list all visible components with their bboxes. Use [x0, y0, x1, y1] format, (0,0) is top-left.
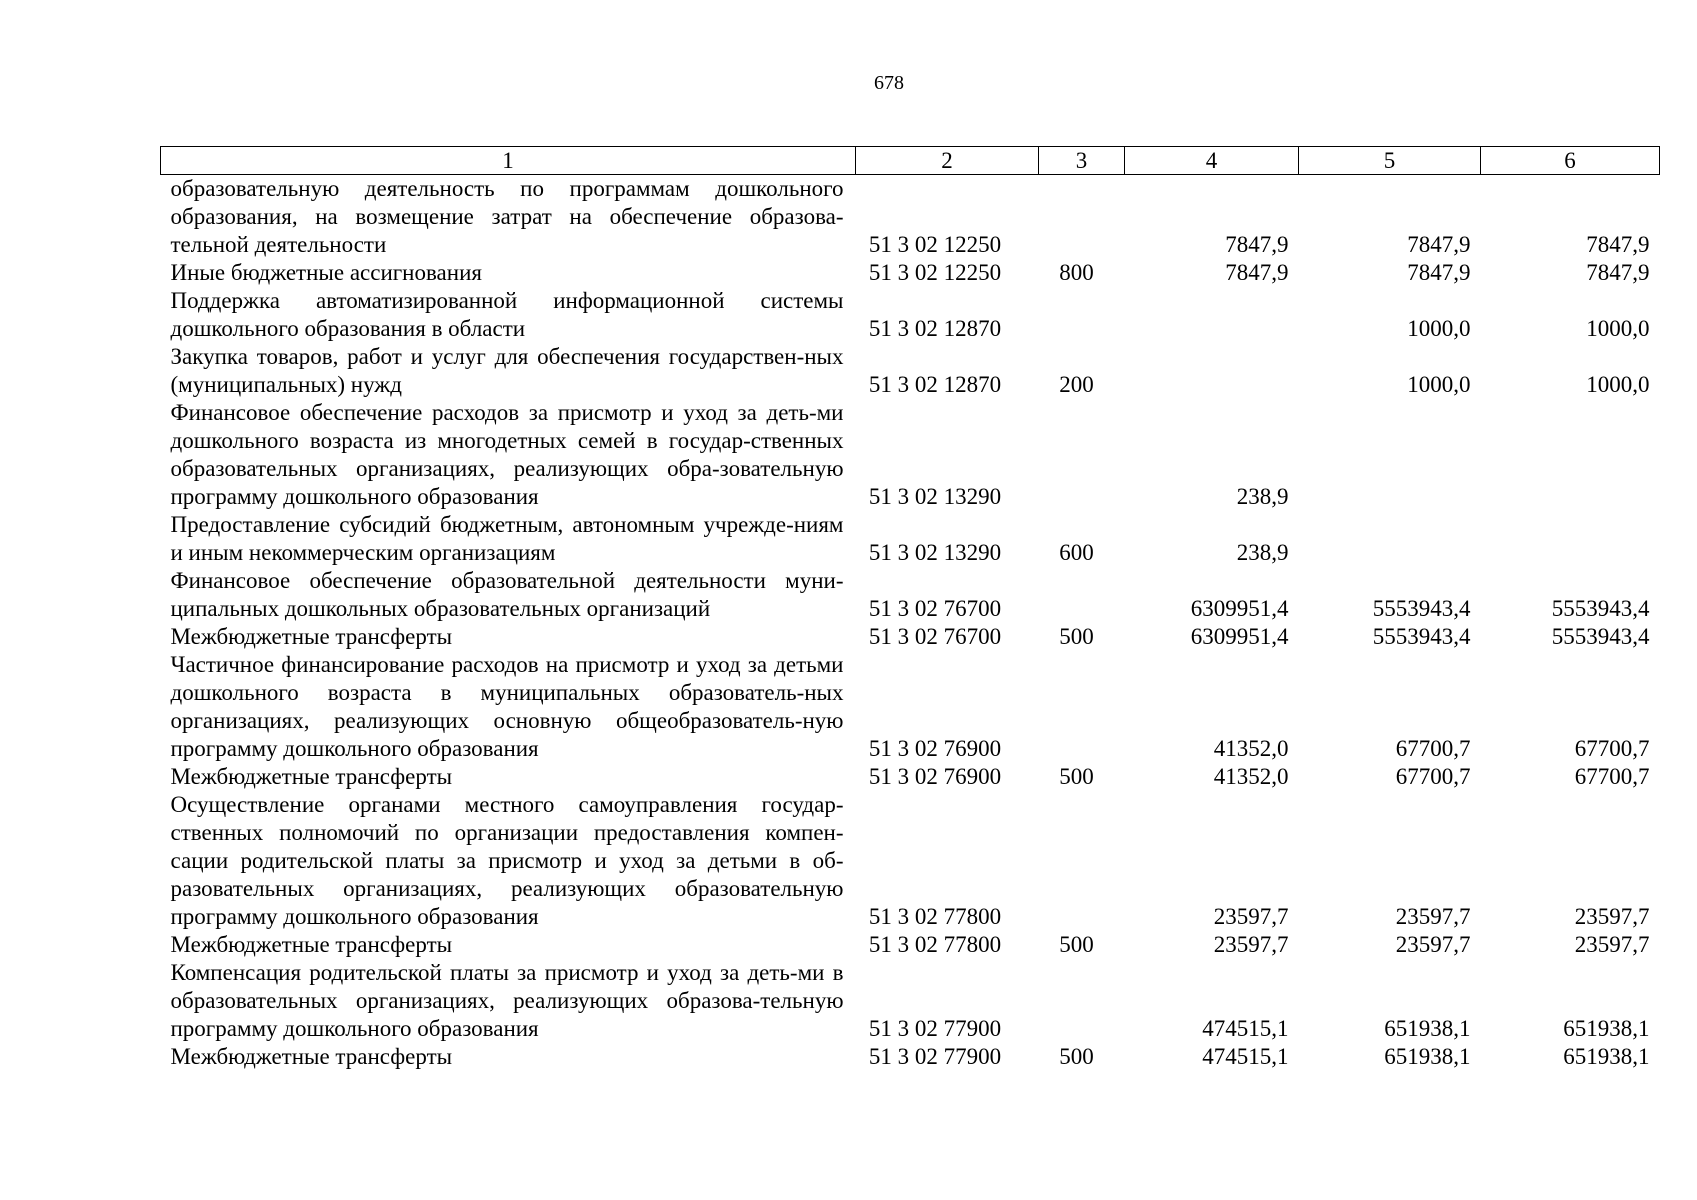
table-row [161, 511, 1660, 567]
amount-cell-col4: 474515,1 [1202, 1044, 1289, 1069]
amount-cell-col5: 67700,7 [1395, 764, 1471, 789]
expense-type-cell [1039, 175, 1125, 260]
expense-type-cell [1039, 399, 1125, 511]
table-row [161, 931, 1660, 959]
amount-cell-col5: 1000,0 [1407, 372, 1471, 397]
expense-name-cell: Осуществление органами местного самоуправления государ-ственных полномочий по организации предоставления компен-сации родительской платы за присмотр и уход за детьми в об-разовательных организациях, реализующих образовательную программу дошкольного образования [170, 792, 844, 929]
column-header: 2 [856, 147, 1039, 175]
amount-cell-col4 [1125, 287, 1299, 343]
amount-cell-col4: 474515,1 [1202, 1016, 1289, 1041]
amount-cell-col5: 1000,0 [1407, 316, 1471, 341]
amount-cell-col5: 23597,7 [1395, 904, 1471, 929]
expense-type-cell: 200 [1059, 372, 1094, 397]
target-article-code-cell: 51 3 02 77800 [868, 904, 1002, 929]
amount-cell-col4: 7847,9 [1225, 232, 1289, 257]
target-article-code-cell: 51 3 02 76900 [868, 736, 1002, 761]
table-row [161, 791, 1660, 931]
amount-cell-col6: 7847,9 [1586, 232, 1650, 257]
column-header: 6 [1481, 147, 1660, 175]
amount-cell-col4: 23597,7 [1213, 904, 1289, 929]
expense-type-cell: 500 [1059, 764, 1094, 789]
column-header: 5 [1299, 147, 1481, 175]
amount-cell-col5: 651938,1 [1384, 1016, 1471, 1041]
target-article-code-cell: 51 3 02 13290 [868, 484, 1002, 509]
target-article-code-cell: 51 3 02 77900 [868, 1016, 1002, 1041]
expense-type-cell: 500 [1059, 624, 1094, 649]
expense-name-cell: Финансовое обеспечение образовательной деятельности муни-ципальных дошкольных образовательных организаций [170, 568, 844, 621]
amount-cell-col6: 1000,0 [1586, 316, 1650, 341]
expense-name-cell: Предоставление субсидий бюджетным, автономным учрежде-ниям и иным некоммерческим организациям [170, 512, 844, 565]
expense-name-cell: Частичное финансирование расходов на присмотр и уход за детьми дошкольного возраста в муниципальных образователь-ных организациях, реализующих основную общеобразователь-ную программу дошкольного образования [170, 652, 844, 761]
expense-type-cell: 500 [1059, 932, 1094, 957]
amount-cell-col5: 651938,1 [1384, 1044, 1471, 1069]
expense-name-cell: Финансовое обеспечение расходов за присмотр и уход за деть-ми дошкольного возраста из многодетных семей в государ-ственных образовательных организациях, реализующих обра-зовательную программу дошкольного образования [170, 400, 844, 509]
expense-type-cell [1039, 959, 1125, 1043]
amount-cell-col6: 651938,1 [1563, 1044, 1650, 1069]
amount-cell-col4: 7847,9 [1225, 260, 1289, 285]
amount-cell-col6: 67700,7 [1574, 764, 1650, 789]
expense-type-cell: 500 [1059, 1044, 1094, 1069]
expense-type-cell [1039, 651, 1125, 763]
expense-name-cell: Компенсация родительской платы за присмотр и уход за деть-ми в образовательных организациях, реализующих образова-тельную программу дошкольного образования [170, 960, 844, 1041]
amount-cell-col5 [1299, 399, 1481, 511]
target-article-code-cell: 51 3 02 12870 [868, 372, 1002, 397]
table-row [161, 287, 1660, 343]
amount-cell-col4: 41352,0 [1213, 736, 1289, 761]
amount-cell-col6 [1481, 399, 1660, 511]
expense-name-cell: Межбюджетные трансферты [170, 932, 453, 957]
expense-name-cell: Поддержка автоматизированной информационной системы дошкольного образования в области [170, 288, 844, 341]
table-row [161, 959, 1660, 1043]
table-row [161, 1043, 1660, 1071]
page-number: 678 [874, 72, 904, 94]
amount-cell-col5: 5553943,4 [1372, 596, 1471, 621]
column-header: 1 [161, 147, 856, 175]
target-article-code-cell: 51 3 02 12250 [868, 260, 1002, 285]
table-row [161, 623, 1660, 651]
amount-cell-col6: 23597,7 [1574, 904, 1650, 929]
expense-type-cell [1039, 567, 1125, 623]
table-row [161, 763, 1660, 791]
amount-cell-col4: 23597,7 [1213, 932, 1289, 957]
expense-name-cell: Межбюджетные трансферты [170, 1044, 453, 1069]
amount-cell-col6: 23597,7 [1574, 932, 1650, 957]
expense-name-cell: Иные бюджетные ассигнования [170, 260, 482, 285]
expense-name-cell: образовательную деятельность по программам дошкольного образования, на возмещение затрат на обеспечение образова-тельной деятельности [170, 176, 844, 257]
budget-table [160, 146, 1660, 1071]
target-article-code-cell: 51 3 02 12250 [868, 232, 1002, 257]
amount-cell-col4 [1125, 343, 1299, 399]
table-row [161, 651, 1660, 763]
amount-cell-col4: 238,9 [1236, 540, 1289, 565]
table-body [161, 175, 1660, 1072]
target-article-code-cell: 51 3 02 76700 [868, 624, 1002, 649]
amount-cell-col4: 6309951,4 [1190, 596, 1289, 621]
amount-cell-col4: 6309951,4 [1190, 624, 1289, 649]
column-number-row [161, 147, 1660, 175]
target-article-code-cell: 51 3 02 76900 [868, 764, 1002, 789]
table-row [161, 399, 1660, 511]
amount-cell-col6 [1481, 511, 1660, 567]
amount-cell-col5 [1299, 511, 1481, 567]
table-row [161, 175, 1660, 260]
amount-cell-col4: 238,9 [1236, 484, 1289, 509]
column-header: 3 [1039, 147, 1125, 175]
amount-cell-col6: 5553943,4 [1551, 596, 1650, 621]
amount-cell-col5: 7847,9 [1407, 232, 1471, 257]
expense-type-cell: 600 [1059, 540, 1094, 565]
expense-name-cell: Закупка товаров, работ и услуг для обеспечения государствен-ных (муниципальных) нужд [170, 344, 844, 397]
amount-cell-col6: 1000,0 [1586, 372, 1650, 397]
amount-cell-col5: 23597,7 [1395, 932, 1471, 957]
amount-cell-col6: 5553943,4 [1551, 624, 1650, 649]
target-article-code-cell: 51 3 02 76700 [868, 596, 1002, 621]
expense-name-cell: Межбюджетные трансферты [170, 624, 453, 649]
amount-cell-col6: 651938,1 [1563, 1016, 1650, 1041]
amount-cell-col4: 41352,0 [1213, 764, 1289, 789]
amount-cell-col6: 67700,7 [1574, 736, 1650, 761]
expense-name-cell: Межбюджетные трансферты [170, 764, 453, 789]
target-article-code-cell: 51 3 02 77900 [868, 1044, 1002, 1069]
amount-cell-col6: 7847,9 [1586, 260, 1650, 285]
table-row [161, 567, 1660, 623]
amount-cell-col5: 7847,9 [1407, 260, 1471, 285]
target-article-code-cell: 51 3 02 12870 [868, 316, 1002, 341]
expense-type-cell [1039, 791, 1125, 931]
target-article-code-cell: 51 3 02 77800 [868, 932, 1002, 957]
target-article-code-cell: 51 3 02 13290 [868, 540, 1002, 565]
table-row [161, 343, 1660, 399]
expense-type-cell: 800 [1059, 260, 1094, 285]
column-header: 4 [1125, 147, 1299, 175]
amount-cell-col5: 67700,7 [1395, 736, 1471, 761]
amount-cell-col5: 5553943,4 [1372, 624, 1471, 649]
table-row [161, 259, 1660, 287]
expense-type-cell [1039, 287, 1125, 343]
